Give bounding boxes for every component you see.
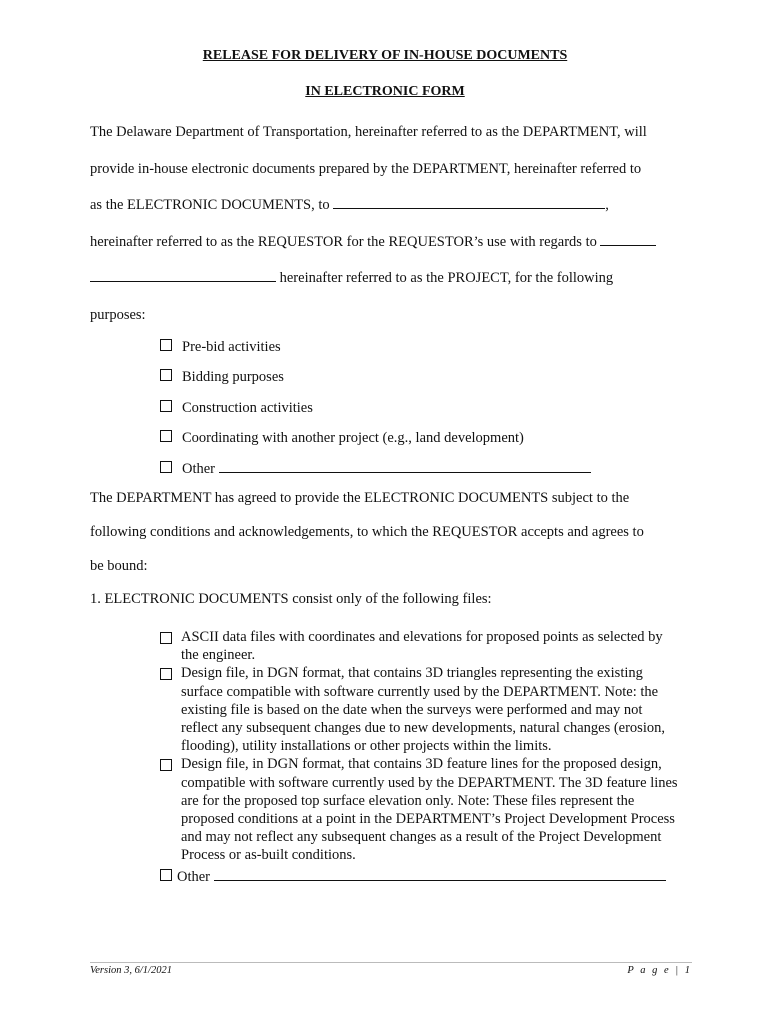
file-option: ASCII data files with coordinates and elevations for proposed points as selected by the engineer.: [160, 628, 680, 664]
file-options: [160, 628, 680, 865]
intro-line: purposes:: [90, 306, 146, 323]
other-file-field[interactable]: [214, 866, 666, 881]
intro-line: provide in-house electronic documents prepared by the DEPARTMENT, hereinafter referred to: [90, 160, 642, 177]
project-field-part1[interactable]: [600, 231, 656, 246]
intro-line: as the ELECTRONIC DOCUMENTS, to ,: [90, 187, 690, 224]
checkbox[interactable]: [160, 668, 172, 680]
file-option: Design file, in DGN format, that contains 3D feature lines for the proposed design, compatible with software currently used by the DEPARTMENT. The 3D feature lines are for the proposed top surface elevation only. Note: These files represent the proposed conditions at a point in the DEPARTMENT’s Project Development Process and may not reflect any subsequent changes as a result of the Project Development Process or as-built conditions.: [160, 755, 680, 864]
conditions-line: The DEPARTMENT has agreed to provide the ELECTRONIC DOCUMENTS subject to the: [90, 490, 630, 506]
item-1-heading: 1. ELECTRONIC DOCUMENTS consist only of the following files:: [90, 591, 492, 607]
purpose-option: Construction activities: [160, 393, 591, 423]
intro-line: hereinafter referred to as the REQUESTOR for the REQUESTOR’s use with regards to: [90, 224, 690, 261]
checkbox[interactable]: [160, 869, 172, 881]
footer-version: Version 3, 6/1/2021: [90, 965, 172, 976]
footer-page-number: P a g e | 1: [627, 965, 692, 976]
file-option: Design file, in DGN format, that contains 3D triangles representing the existing surface compatible with software currently used by the DEPARTMENT. Note: the existing file is based on the date when the surveys were performed and may not reflect any subsequent changes due to new developments, natural changes (erosion, flooding), utility installations or other projects within the limits.: [160, 664, 680, 755]
conditions-paragraph: [90, 481, 690, 583]
checkbox[interactable]: [160, 759, 172, 771]
purpose-options: [160, 332, 591, 484]
purpose-option: Other: [160, 454, 591, 484]
footer-divider: [90, 962, 692, 963]
checkbox[interactable]: [160, 339, 172, 351]
purpose-option: Pre-bid activities: [160, 332, 591, 362]
title-line-1: RELEASE FOR DELIVERY OF IN-HOUSE DOCUMENTS: [202, 48, 568, 63]
requestor-name-field[interactable]: [333, 194, 605, 209]
other-purpose-field[interactable]: [219, 458, 591, 473]
checkbox[interactable]: [160, 461, 172, 473]
project-field-part2[interactable]: [90, 267, 276, 282]
title-line-2: IN ELECTRONIC FORM: [305, 84, 465, 99]
checkbox[interactable]: [160, 632, 172, 644]
purpose-option: Bidding purposes: [160, 362, 591, 392]
intro-line: hereinafter referred to as the PROJECT, for the following: [90, 260, 690, 297]
purpose-option: Coordinating with another project (e.g., land development): [160, 423, 591, 453]
checkbox[interactable]: [160, 400, 172, 412]
checkbox[interactable]: [160, 430, 172, 442]
intro-line: The Delaware Department of Transportation, hereinafter referred to as the DEPARTMENT, will: [90, 124, 647, 140]
checkbox[interactable]: [160, 369, 172, 381]
file-option-other: Other: [160, 866, 666, 886]
intro-paragraph: [90, 114, 690, 333]
conditions-line: following conditions and acknowledgements, to which the REQUESTOR accepts and agrees to: [90, 524, 644, 540]
conditions-line: be bound:: [90, 558, 148, 574]
